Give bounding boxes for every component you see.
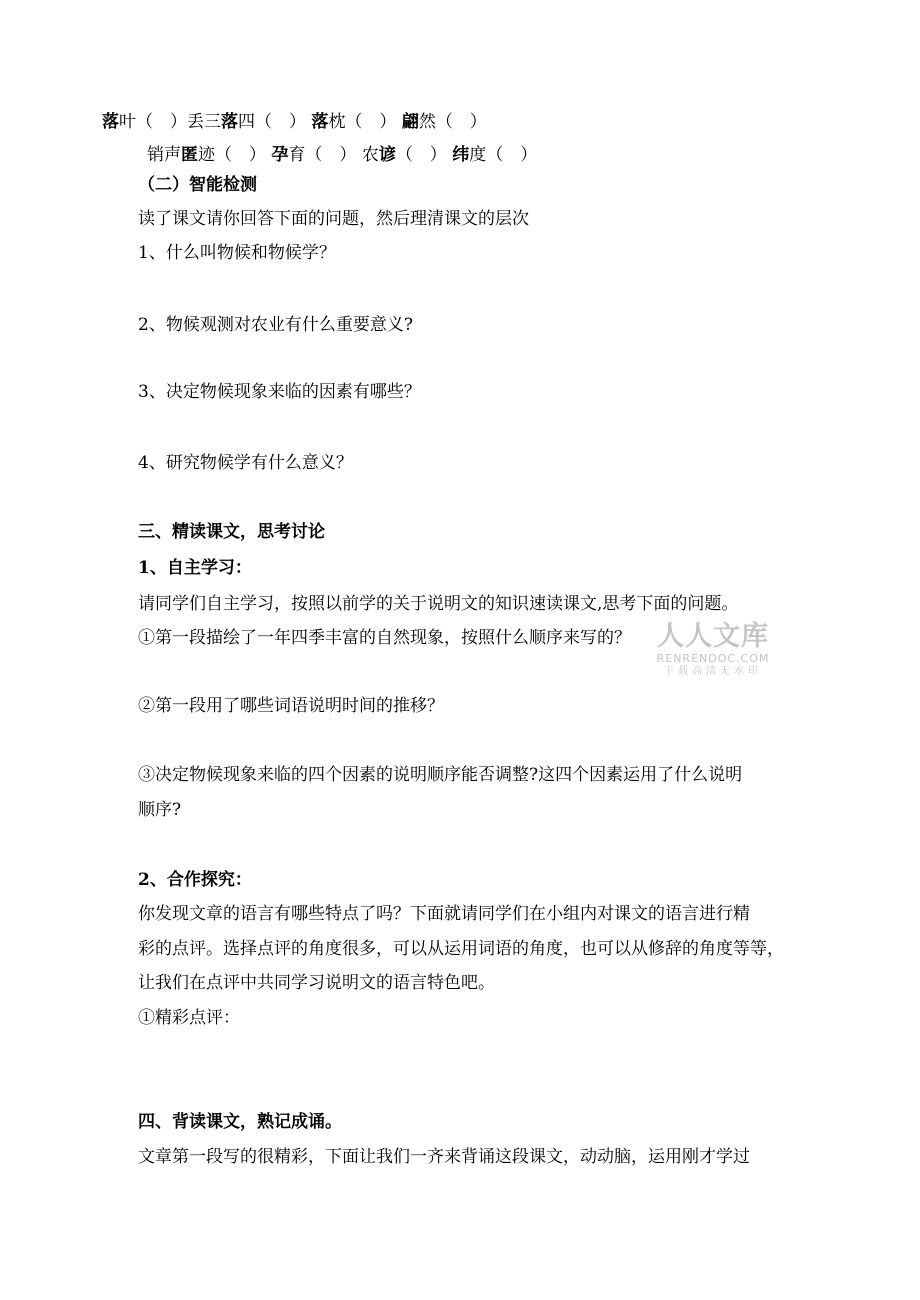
- section-heading-close-reading: 三、精读课文，思考讨论: [138, 522, 325, 542]
- vocab-item: 翩然（ ）: [401, 112, 487, 132]
- watermark-tagline: 下载高清无水印: [664, 666, 762, 677]
- self-study-intro: 请同学们自主学习，按照以前学的关于说明文的知识速读课文,思考下面的问题。: [138, 594, 739, 614]
- self-study-question-3: ③决定物候现象来临的四个因素的说明顺序能否调整?这四个因素运用了什么说明: [138, 765, 743, 785]
- inquiry-paragraph-line-3: 让我们在点评中共同学习说明文的语言特色吧。: [138, 973, 495, 993]
- vocab-item: 农谚（ ）: [361, 145, 447, 165]
- vocab-row-1: [102, 110, 487, 134]
- vocab-item: 丢三落四（ ）: [187, 112, 306, 132]
- self-study-question-1: ①第一段描绘了一年四季丰富的自然现象，按照什么顺序来写的？: [138, 628, 631, 648]
- recite-paragraph-line-1: 文章第一段写的很精彩，下面让我们一齐来背诵这段课文，动动脑，运用刚才学过: [138, 1147, 750, 1167]
- subheading-self-study: 1、自主学习：: [138, 558, 252, 578]
- inquiry-paragraph-line-1: 你发现文章的语言有哪些特点了吗？下面就请同学们在小组内对课文的语言进行精: [138, 904, 750, 924]
- question-4: 4、研究物候学有什么意义？: [138, 453, 353, 473]
- section-heading-recite: 四、背读课文，熟记成诵。: [138, 1112, 342, 1132]
- comment-label: ①精彩点评：: [138, 1008, 240, 1028]
- subheading-cooperative-inquiry: 2、合作探究：: [138, 870, 252, 890]
- watermark-site: RENRENDOC.COM: [656, 652, 770, 665]
- self-study-question-3-cont: 顺序?: [138, 800, 182, 820]
- vocab-item: 销声匿迹（ ）: [147, 145, 266, 165]
- question-3: 3、决定物候现象来临的因素有哪些？: [138, 382, 421, 402]
- section-intro: 读了课文请你回答下面的问题，然后理清课文的层次: [138, 209, 529, 229]
- vocab-item: 纬度（ ）: [452, 145, 538, 165]
- question-1: 1、什么叫物候和物候学？: [138, 243, 336, 263]
- watermark: [652, 622, 774, 678]
- question-2: 2、物候观测对农业有什么重要意义?: [138, 315, 413, 335]
- vocab-item: 落叶（ ）: [102, 112, 187, 132]
- vocab-item: 孕育（ ）: [271, 145, 357, 165]
- self-study-question-2: ②第一段用了哪些词语说明时间的推移？: [138, 696, 444, 716]
- vocab-row-2: [147, 143, 537, 167]
- inquiry-paragraph-line-2: 彩的点评。选择点评的角度很多，可以从运用词语的角度，也可以从修辞的角度等等，: [138, 939, 784, 959]
- section-heading-smart-test: （二）智能检测: [138, 175, 257, 195]
- watermark-title: 人人文库: [657, 621, 769, 652]
- vocab-item: 落枕（ ）: [311, 112, 397, 132]
